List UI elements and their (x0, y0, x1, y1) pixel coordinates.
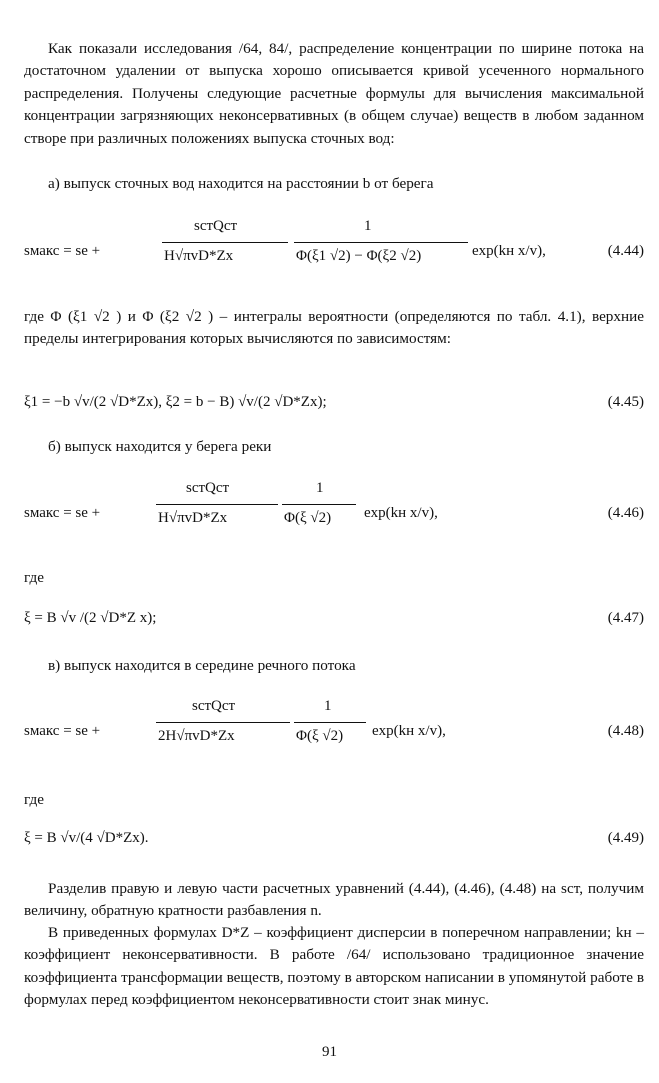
eq48-exp: exp(kн x/v), (372, 723, 446, 739)
eq46-fraction-bar-2 (282, 504, 356, 505)
eq48-denominator-2: Φ(ξ √2) (296, 728, 344, 744)
eq44-numerator-2: 1 (364, 218, 372, 234)
eq48-fraction-bar-2 (294, 722, 366, 723)
eq46-lhs: sмакс = se + (24, 505, 101, 521)
eq44-number: (4.44) (607, 243, 644, 259)
eq45-formula: ξ1 = −b √v/(2 √D*Zx), ξ2 = b − B) √v/(2 √D*Zx); (24, 394, 327, 410)
eq48-lhs: sмакс = se + (24, 723, 101, 739)
eq48-denominator: 2H√πvD*Zx (158, 728, 235, 744)
eq46-numerator: sстQст (186, 480, 230, 496)
where-label-1: где (24, 569, 44, 586)
eq44-fraction-bar (162, 242, 288, 243)
eq44-denominator: H√πvD*Zx (164, 248, 234, 264)
eq47-formula: ξ = B √v /(2 √D*Z x); (24, 610, 157, 626)
eq48-number: (4.48) (607, 723, 644, 739)
eq46-denominator: H√πvD*Zx (158, 510, 228, 526)
equation-4-49 (24, 830, 644, 854)
eq48-numerator-2: 1 (324, 698, 332, 714)
outro-paragraph-1: Разделив правую и левую части расчетных уравнений (4.44), (4.46), (4.48) на sст, получим величину, обратную кратности разбавления n. (24, 880, 644, 920)
eq44-fraction-bar-2 (294, 242, 468, 243)
eq49-number: (4.49) (607, 830, 644, 846)
case-a-heading: а) выпуск сточных вод находится на расстоянии b от берега (48, 175, 434, 192)
eq49-formula: ξ = B √v/(4 √D*Zx). (24, 830, 149, 846)
eq46-exp: exp(kн x/v), (364, 505, 438, 521)
eq45-number: (4.45) (607, 394, 644, 410)
page-number: 91 (322, 1044, 337, 1060)
eq46-denominator-2: Φ(ξ √2) (284, 510, 332, 526)
outro-paragraph-2: В приведенных формулах D*Z – коэффициент дисперсии в поперечном направлении; kн – коэффициент неконсервативности. В работе /64/ использовано традиционное значение коэффициента трансформации веществ, поэтому в авторском написании в упомянутой работе в формулах перед коэффициентом неконсервативности стоит знак минус. (24, 924, 644, 1009)
eq48-fraction-bar (156, 722, 290, 723)
eq47-number: (4.47) (607, 610, 644, 626)
equation-4-47 (24, 610, 644, 634)
eq44-exp: exp(kн x/v), (472, 243, 546, 259)
eq44-numerator: sстQст (194, 218, 238, 234)
eq46-numerator-2: 1 (316, 480, 324, 496)
eq46-number: (4.46) (607, 505, 644, 521)
where-44-paragraph: где Φ (ξ1 √2 ) и Φ (ξ2 √2 ) – интегралы вероятности (определяются по табл. 4.1), верхние пределы интегрирования которых вычисляются по зависимостям: (24, 308, 644, 348)
eq48-numerator: sстQст (192, 698, 236, 714)
eq46-fraction-bar (156, 504, 278, 505)
equation-4-45 (24, 394, 644, 418)
eq44-lhs: sмакс = se + (24, 243, 101, 259)
eq44-denominator-2: Φ(ξ1 √2) − Φ(ξ2 √2) (296, 248, 422, 264)
where-label-2: где (24, 791, 44, 808)
case-c-heading: в) выпуск находится в середине речного потока (48, 657, 356, 674)
equation-4-48 (24, 698, 644, 768)
intro-paragraph: Как показали исследования /64, 84/, распределение концентрации по ширине потока на достаточном удалении от выпуска хорошо описывается кривой усеченного нормального распределения. Получены следующие расчетные формулы для вычисления максимальной концентрации загрязняющих неконсервативных (в общем случае) веществ в любом заданном створе при различных положениях выпуска сточных вод: (24, 40, 644, 147)
equation-4-46 (24, 480, 644, 550)
equation-4-44 (24, 218, 644, 288)
case-b-heading: б) выпуск находится у берега реки (48, 438, 272, 455)
